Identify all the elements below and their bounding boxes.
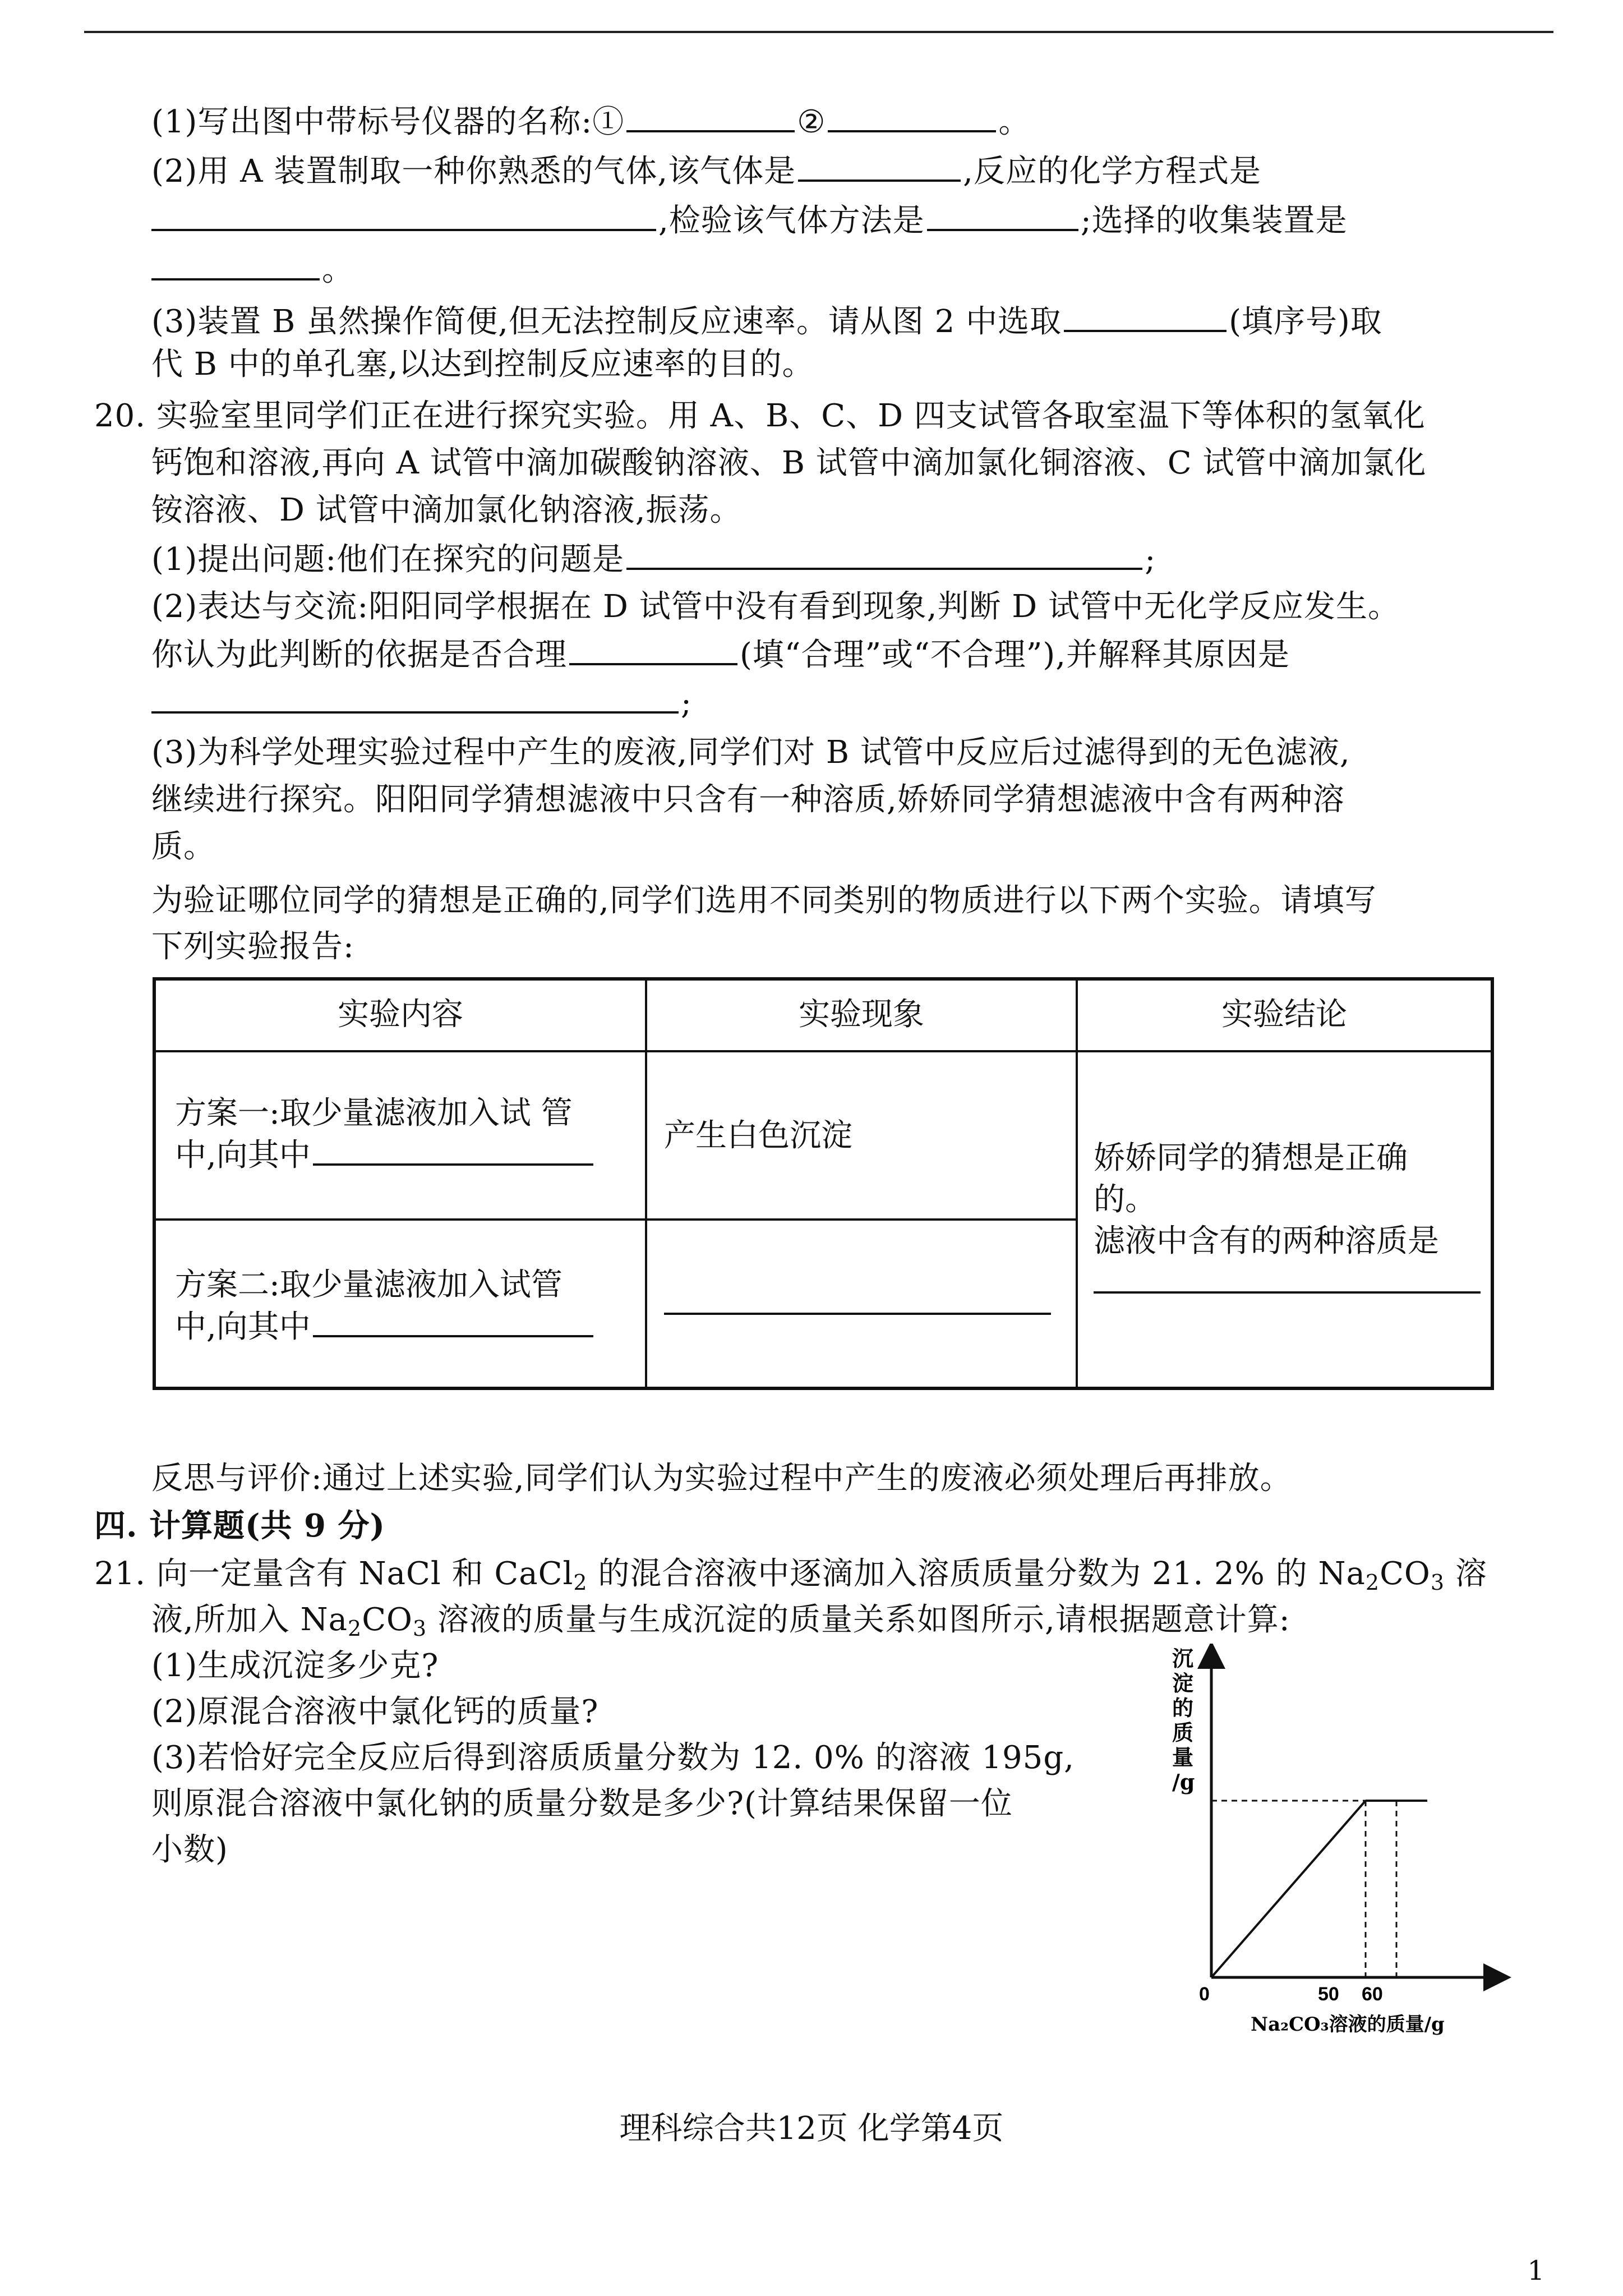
table-divider [645,981,647,1387]
table-divider [156,1050,1491,1052]
conclusion-cell: 娇娇同学的猜想是正确 的。 滤液中含有的两种溶质是 [1094,1138,1481,1304]
q19-part1: (1)写出图中带标号仪器的名称:① ② 。 [151,101,1030,142]
answer-blank[interactable] [664,1283,1051,1315]
answer-blank[interactable] [798,150,961,182]
q20-part4-line2: 下列实验报告: [151,928,354,965]
plan1-content: 方案一:取少量滤液加入试 管 中,向其中 [175,1093,596,1176]
q20-part3-line3: 质。 [151,829,215,865]
answer-blank[interactable] [828,101,996,132]
q21-part3-line2: 则原混合溶液中氯化钠的质量分数是多少?(计算结果保留一位 [151,1786,1013,1822]
q20-stem-line2: 钙饱和溶液,再向 A 试管中滴加碳酸钠溶液、B 试管中滴加氯化铜溶液、C 试管中滴加氯化 [151,445,1427,481]
top-rule [84,31,1553,33]
page-number: 1 [1527,2255,1544,2286]
table-divider [156,1218,1076,1221]
reflection-text: 反思与评价:通过上述实验,同学们认为实验过程中产生的废液必须处理后再排放。 [151,1460,1292,1497]
q20-part2-line2: 你认为此判断的依据是否合理 (填“合理”或“不合理”),并解释其原因是 [151,634,1290,675]
answer-blank[interactable] [151,682,679,714]
svg-text:/g: /g [1172,1769,1195,1795]
q19-part3-line2: 代 B 中的单孔塞,以达到控制反应速率的目的。 [151,346,814,383]
answer-blank[interactable] [151,249,320,280]
q20-part1: (1)提出问题:他们在探究的问题是 ; [151,539,1156,580]
q20-part2-line3: ; [151,682,692,724]
answer-blank[interactable] [1064,301,1227,332]
q19-part3-line1: (3)装置 B 虽然操作简便,但无法控制反应速率。请从图 2 中选取 (填序号)取 [151,301,1382,342]
q21-stem-line1: 21. 向一定量含有 NaCl 和 CaCl$_2$ 的混合溶液中逐滴加入溶质质量分数为 21. 2% 的 $Na_2CO_3$ 溶 [94,1556,1487,1595]
page-footer: 理科综合共12页 化学第4页 [619,2110,1004,2147]
y-axis-label [1172,1646,1195,1795]
q21-part1: (1)生成沉淀多少克? [151,1648,439,1684]
experiment-report-table [153,977,1494,1390]
x-tick-60: 60 [1362,1984,1383,2005]
answer-blank[interactable] [313,1306,593,1337]
q21-part3-line1: (3)若恰好完全反应后得到溶质质量分数为 12. 0% 的溶液 195g, [151,1740,1075,1776]
x-tick-50: 50 [1318,1984,1339,2005]
answer-blank[interactable] [626,539,1142,570]
answer-blank[interactable] [626,101,795,132]
q21-stem-line2: 液,所加入 $Na_2CO_3$ 溶液的质量与生成沉淀的质量关系如图所示,请根据题意计算: [151,1602,1290,1641]
svg-text:质: 质 [1172,1720,1194,1745]
table-header-content: 实验内容 [338,996,463,1033]
answer-blank[interactable] [569,634,737,665]
q20-part4-line1: 为验证哪位同学的猜想是正确的,同学们选用不同类别的物质进行以下两个实验。请填写 [151,882,1377,919]
table-divider [1076,981,1078,1387]
answer-blank[interactable] [313,1134,593,1166]
answer-blank[interactable] [1094,1262,1481,1294]
plan2-content: 方案二:取少量滤液加入试管 中,向其中 [175,1264,596,1348]
q20-part3-line1: (3)为科学处理实验过程中产生的废液,同学们对 B 试管中反应后过滤得到的无色滤液, [151,734,1350,771]
q19-part2-line1: (2)用 A 装置制取一种你熟悉的气体,该气体是 ,反应的化学方程式是 [151,150,1261,192]
series-line-rising [1211,1801,1366,1977]
q20-stem-line3: 铵溶液、D 试管中滴加氯化钠溶液,振荡。 [151,492,742,528]
svg-text:的: 的 [1172,1695,1194,1720]
svg-text:沉: 沉 [1172,1646,1194,1671]
q19-part2-line2: ,检验该气体方法是 ;选择的收集装置是 [151,200,1348,241]
q20-part3-line2: 继续进行探究。阳阳同学猜想滤液中只含有一种溶质,娇娇同学猜想滤液中含有两种溶 [151,781,1345,818]
precipitate-graph [1138,1644,1531,2036]
q21-part3-line3: 小数) [151,1832,228,1868]
q21-part2: (2)原混合溶液中氯化钙的质量? [151,1694,599,1730]
answer-blank[interactable] [151,200,656,231]
q20-part2-line1: (2)表达与交流:阳阳同学根据在 D 试管中没有看到现象,判断 D 试管中无化学反应发生。 [151,588,1400,625]
svg-text:量: 量 [1172,1745,1194,1770]
table-header-conclusion: 实验结论 [1221,996,1347,1033]
plan2-phenomenon-blank [664,1283,1051,1326]
q20-stem-line1: 20. 实验室里同学们正在进行探究实验。用 A、B、C、D 四支试管各取室温下等体积的氢氧化 [94,398,1426,434]
q19-part2-line3: 。 [151,249,354,291]
answer-blank[interactable] [927,200,1078,231]
x-axis-label: Na₂CO₃溶液的质量/g [1251,2013,1445,2036]
x-axis-origin-label: 0 [1199,1984,1210,2005]
svg-text:淀: 淀 [1172,1671,1194,1696]
plan1-phenomenon: 产生白色沉淀 [664,1117,852,1154]
table-header-phenomenon: 实验现象 [799,996,924,1033]
section-heading: 四. 计算题(共 9 分) [94,1507,385,1544]
